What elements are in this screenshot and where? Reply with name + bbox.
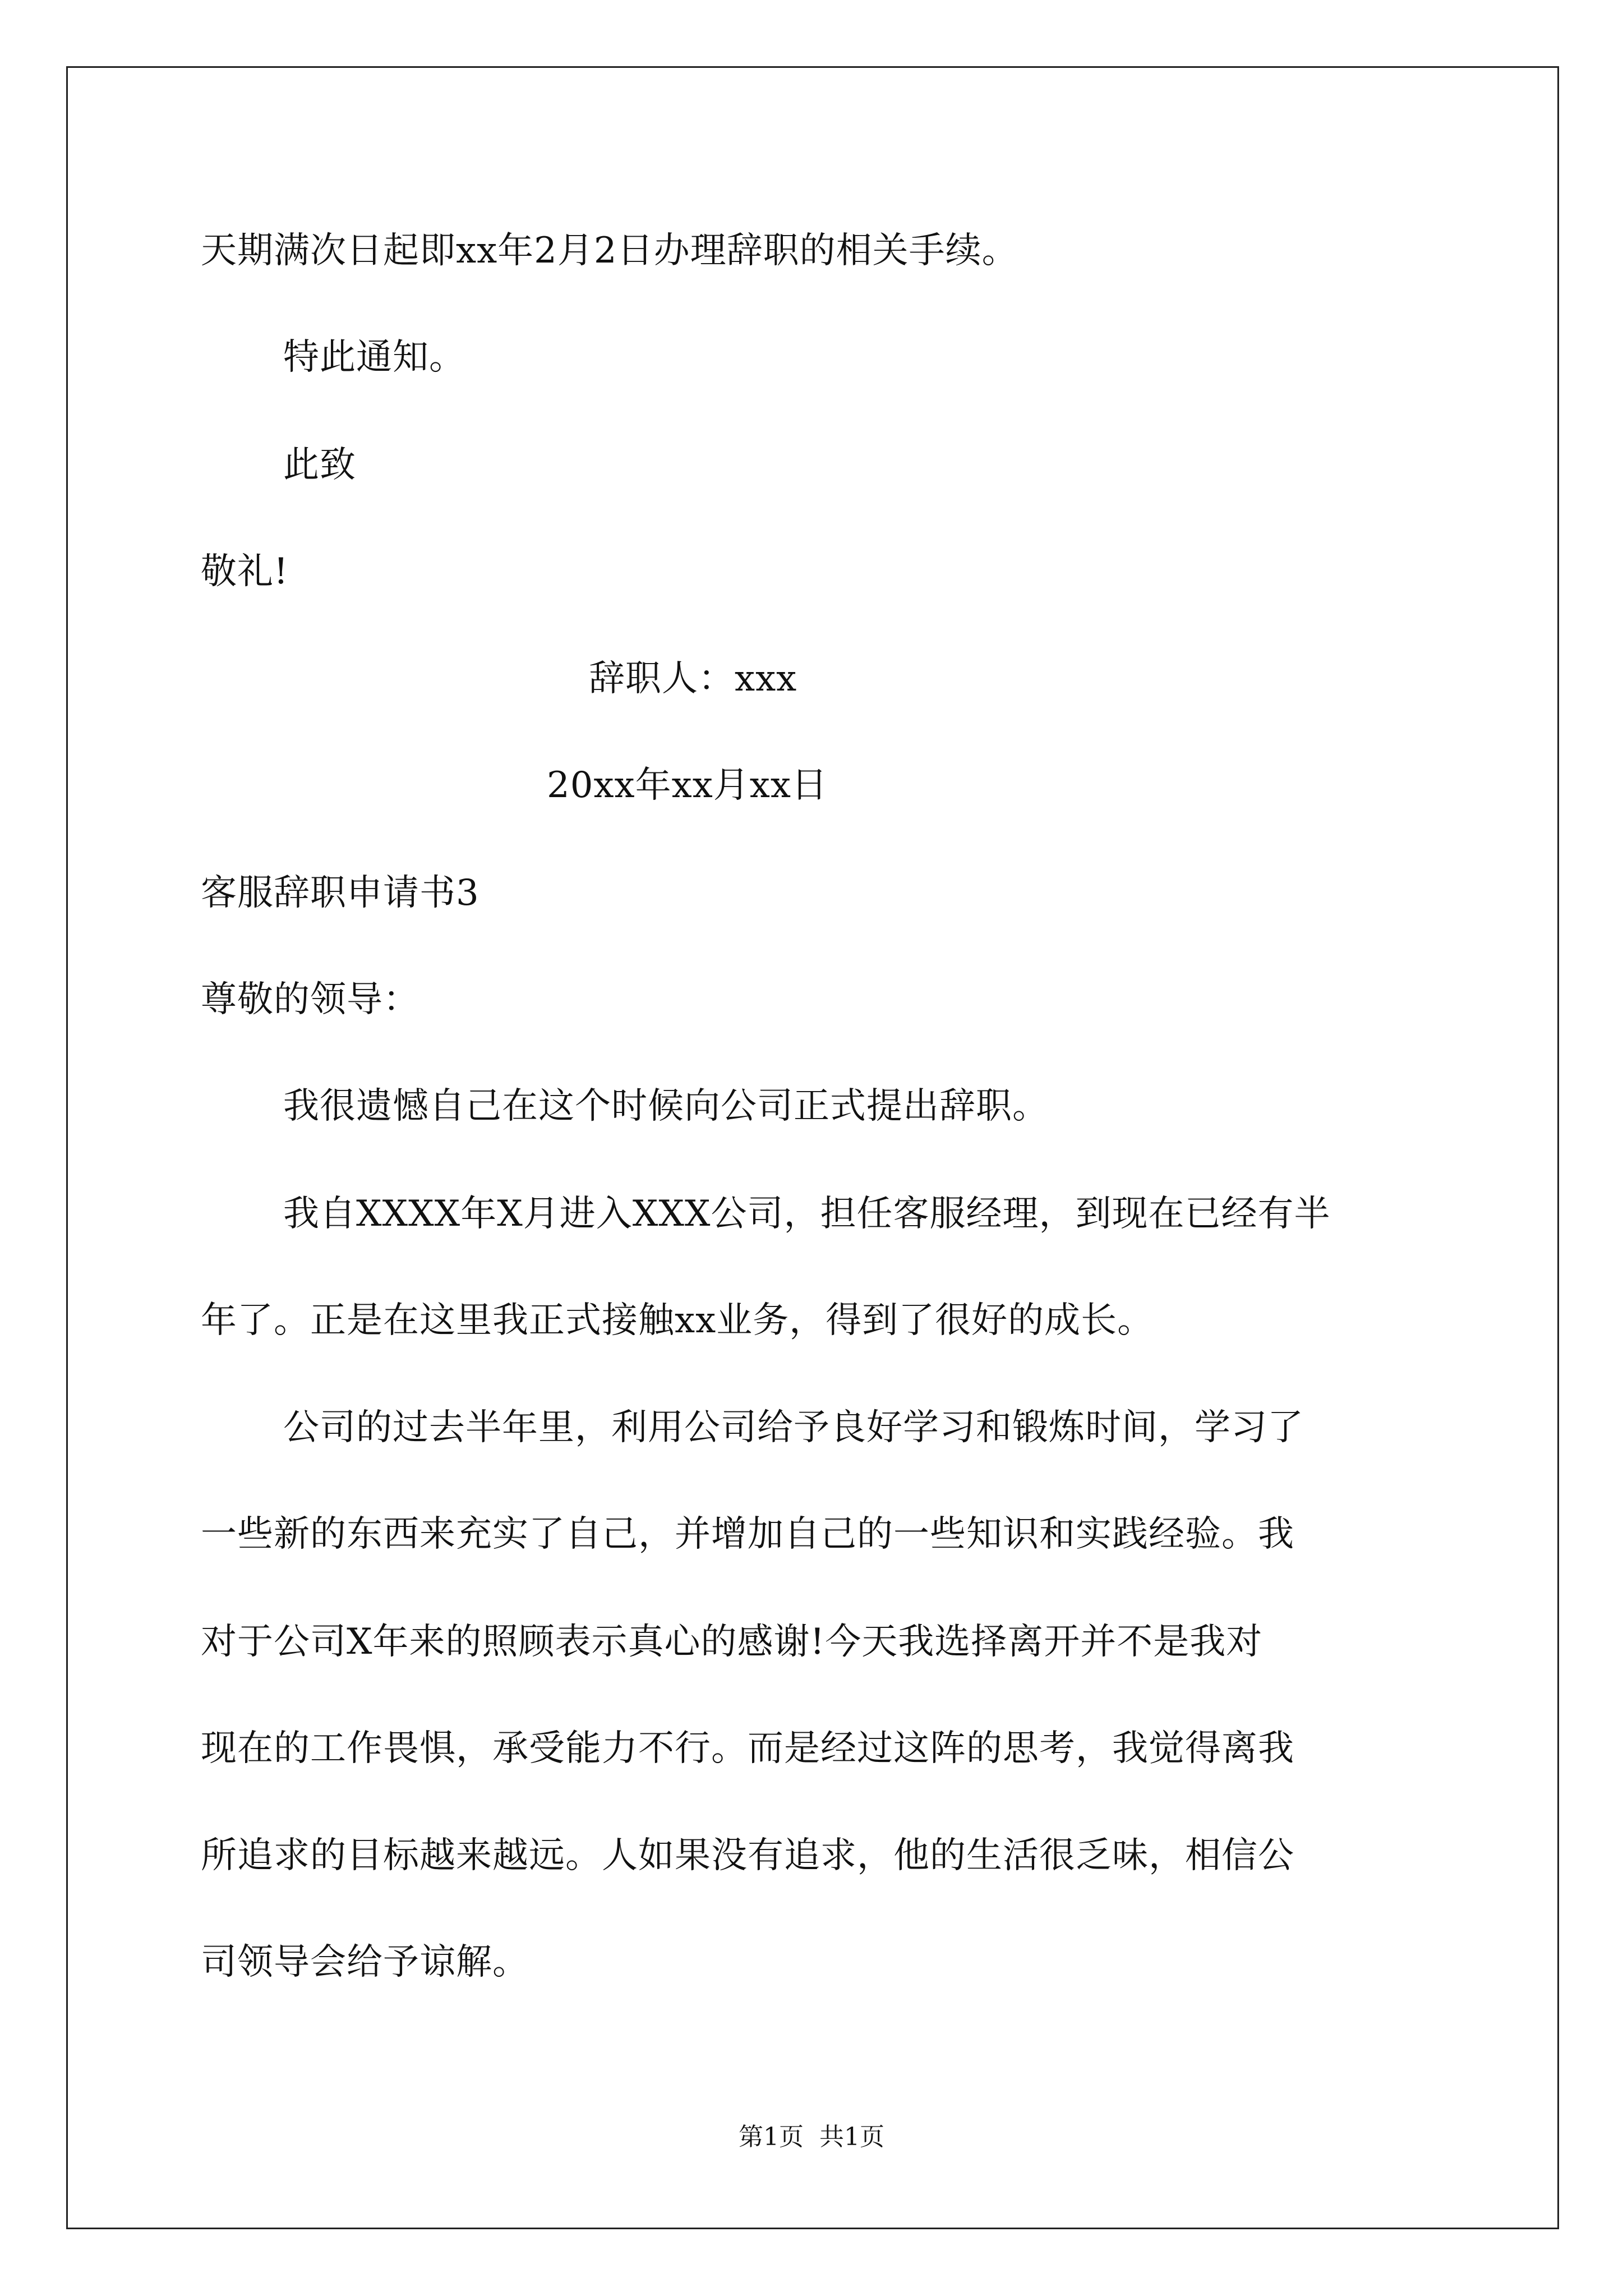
text-line-1: 天期满次日起即xx年2月2日办理辞职的相关手续。 <box>201 230 1018 272</box>
text-line-2: 特此通知。 <box>283 337 465 378</box>
page-footer <box>0 2125 1623 2150</box>
text-line-12: 公司的过去半年里，利用公司给予良好学习和锻炼时间，学习了 <box>283 1407 1304 1448</box>
text-line-16: 所追求的目标越来越远。人如果没有追求，他的生活很乏味，相信公 <box>201 1835 1294 1876</box>
page-border <box>66 66 1559 2229</box>
text-line-10: 我自XXXX年X月进入XXX公司，担任客服经理，到现在已经有半 <box>283 1193 1331 1235</box>
text-line-13: 一些新的东西来充实了自己，并增加自己的一些知识和实践经验。我 <box>201 1513 1294 1555</box>
text-line-9: 我很遗憾自己在这个时候向公司正式提出辞职。 <box>283 1085 1049 1127</box>
text-line-15: 现在的工作畏惧，承受能力不行。而是经过这阵的思考，我觉得离我 <box>201 1728 1294 1769</box>
signature-name: 辞职人：xxx <box>589 658 797 700</box>
text-line-11: 年了。正是在这里我正式接触xx业务，得到了很好的成长。 <box>201 1300 1154 1341</box>
section-title: 客服辞职申请书3 <box>201 872 479 914</box>
page-number: 第1页 <box>739 2123 804 2151</box>
salutation: 尊敬的领导： <box>201 979 419 1020</box>
page-total: 共1页 <box>819 2123 884 2151</box>
text-line-4: 敬礼! <box>201 551 289 592</box>
text-line-17: 司领导会给予谅解。 <box>201 1941 529 1983</box>
signature-date: 20xx年xx月xx日 <box>547 765 828 806</box>
text-line-3: 此致 <box>283 444 356 486</box>
text-line-14: 对于公司X年来的照顾表示真心的感谢!今天我选择离开并不是我对 <box>201 1621 1263 1663</box>
